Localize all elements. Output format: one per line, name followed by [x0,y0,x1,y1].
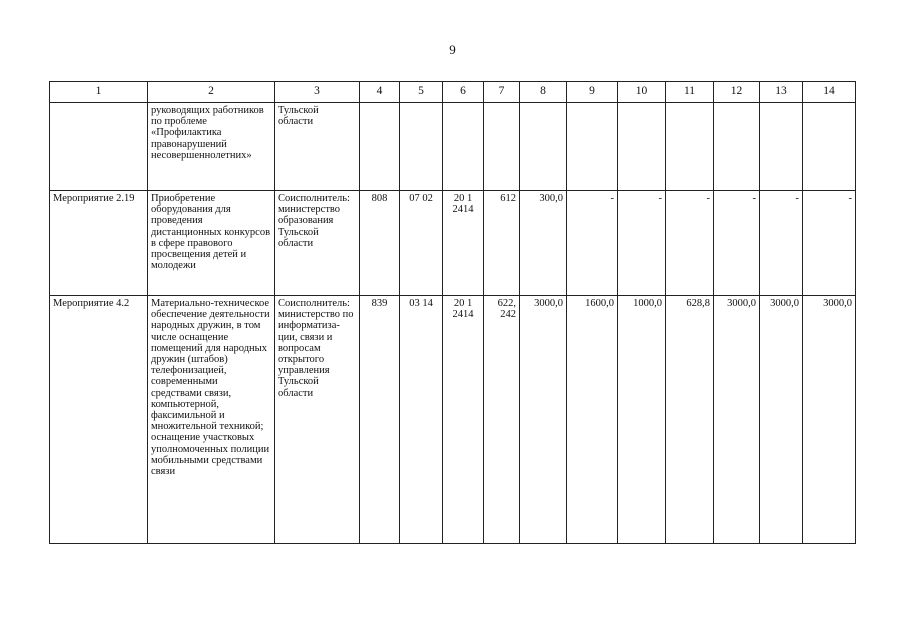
value-cell: - [666,191,714,296]
activity-name-cell: Приобретение оборудования для проведения дистанционных конкурсов в сфере правового просвещения детей и молодежи [148,191,275,296]
column-header: 12 [714,82,760,103]
value-cell [618,103,666,191]
value-cell: 808 [360,191,400,296]
value-cell: 612 [484,191,520,296]
value-cell [666,103,714,191]
value-cell: 1600,0 [567,296,618,544]
column-header: 2 [148,82,275,103]
value-cell [760,103,803,191]
executor-cell: Соисполнитель: министерство по информатиза-ции, связи и вопросам открытого управления Тульской области [275,296,360,544]
activity-id-cell: Мероприятие 4.2 [50,296,148,544]
executor-cell: Соисполнитель: министерство образования Тульской области [275,191,360,296]
table-header-row [50,82,856,103]
table-row [50,296,856,544]
value-cell: - [618,191,666,296]
value-cell: 20 1 2414 [443,191,484,296]
value-cell: - [567,191,618,296]
value-cell: 1000,0 [618,296,666,544]
value-cell: 07 02 [400,191,443,296]
column-header: 3 [275,82,360,103]
activity-id-cell [50,103,148,191]
column-header: 1 [50,82,148,103]
value-cell: 3000,0 [803,296,856,544]
activity-name-cell: Материально-техническое обеспечение деятельности народных дружин, в том числе оснащение помещений для народных дружин (штабов) телефонизацией, современными средствами связи, компьютерной, факсимильной и множительной техникой; оснащение участковых уполномоченных полиции мобильными средствами связи [148,296,275,544]
value-cell: 3000,0 [520,296,567,544]
value-cell: 628,8 [666,296,714,544]
value-cell [443,103,484,191]
value-cell [567,103,618,191]
column-header: 13 [760,82,803,103]
value-cell: - [803,191,856,296]
executor-cell: Тульской области [275,103,360,191]
column-header: 10 [618,82,666,103]
activity-name-cell: руководящих работников по проблеме «Профилактика правонарушений несовершеннолетних» [148,103,275,191]
value-cell: 20 1 2414 [443,296,484,544]
value-cell: 300,0 [520,191,567,296]
value-cell [400,103,443,191]
column-header: 5 [400,82,443,103]
budget-table [49,81,856,544]
column-header: 9 [567,82,618,103]
activity-id-cell: Мероприятие 2.19 [50,191,148,296]
column-header: 7 [484,82,520,103]
table-row [50,103,856,191]
value-cell [520,103,567,191]
value-cell [714,103,760,191]
value-cell: - [714,191,760,296]
value-cell: 3000,0 [760,296,803,544]
column-header: 14 [803,82,856,103]
column-header: 11 [666,82,714,103]
column-header: 8 [520,82,567,103]
value-cell: 622, 242 [484,296,520,544]
page-number: 9 [449,42,456,57]
value-cell: 03 14 [400,296,443,544]
value-cell [484,103,520,191]
value-cell [803,103,856,191]
value-cell: 839 [360,296,400,544]
table-row [50,191,856,296]
value-cell: 3000,0 [714,296,760,544]
column-header: 6 [443,82,484,103]
value-cell: - [760,191,803,296]
value-cell [360,103,400,191]
column-header: 4 [360,82,400,103]
